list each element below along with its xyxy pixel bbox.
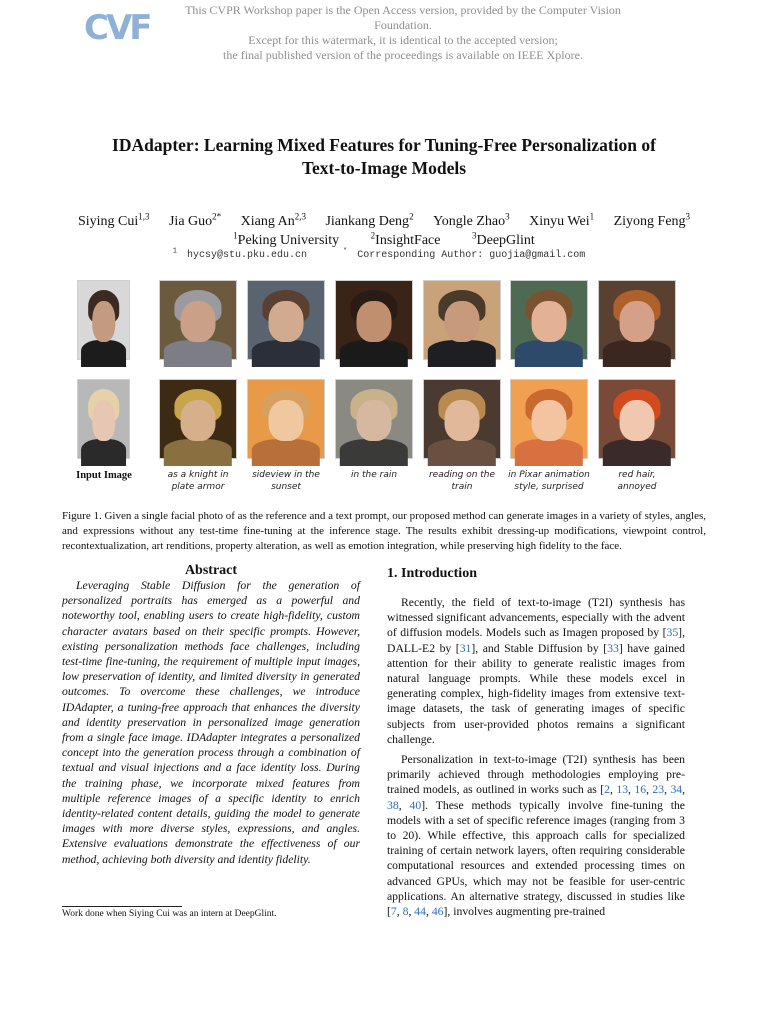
generated-image bbox=[159, 280, 237, 360]
citation-link[interactable]: 34 bbox=[670, 783, 683, 797]
author: Xiang An$^{2,3}$ bbox=[240, 211, 306, 229]
prompt-caption-line: sunset bbox=[271, 481, 301, 492]
generated-image bbox=[159, 379, 237, 459]
prompt-caption-line: annoyed bbox=[617, 481, 657, 492]
author: Yongle Zhao$^3$ bbox=[433, 211, 510, 229]
prompt-caption-line: style, surprised bbox=[514, 481, 584, 492]
prompt-caption bbox=[240, 470, 332, 493]
generated-image bbox=[335, 280, 413, 360]
paper-title bbox=[60, 134, 708, 180]
footnote: Work done when Siying Cui was an intern at DeepGlint. bbox=[62, 909, 277, 919]
watermark-line: the final published version of the proceedings is available on IEEE Xplore. bbox=[223, 48, 583, 62]
generated-image bbox=[598, 379, 676, 459]
generated-image bbox=[510, 280, 588, 360]
author: Jiankang Deng$^2$ bbox=[325, 211, 414, 229]
watermark bbox=[160, 3, 646, 63]
citation-link[interactable]: 23 bbox=[652, 783, 665, 797]
watermark-line: Except for this watermark, it is identical to the accepted version; bbox=[248, 33, 558, 47]
prompt-caption-line: red hair, bbox=[618, 470, 656, 480]
generated-image bbox=[423, 280, 501, 360]
citation-link[interactable]: 44 bbox=[414, 905, 426, 919]
citation-link[interactable]: 38 bbox=[387, 798, 399, 812]
generated-image bbox=[510, 379, 588, 459]
citation-link[interactable]: 13 bbox=[616, 783, 629, 797]
affiliation: $^3$DeepGlint bbox=[472, 230, 535, 248]
footnote-rule bbox=[62, 906, 182, 907]
intro-paragraph: Recently, the field of text-to-image (T2I) synthesis has witnessed significant advancements, especially with the advent of diffusion models. Models such as Imagen proposed by [35], DALL-E2 by [31], and Stable Diffusion by [33] have gained attention for their ability to generate realistic images from natural language prompts. While these models excel in generating complex, high-fidelity images from extensive text-image datasets, the task of generating images of specific subjects from user-provided photos remains a significant challenge. bbox=[387, 596, 685, 746]
prompt-caption bbox=[416, 470, 508, 493]
email-line bbox=[30, 248, 738, 261]
title-line: Text-to-Image Models bbox=[301, 158, 467, 178]
abstract-heading: Abstract bbox=[184, 563, 238, 578]
generated-image bbox=[247, 379, 325, 459]
prompt-caption-line: train bbox=[451, 481, 473, 492]
input-face-image bbox=[77, 280, 130, 360]
svg-text:CVF: CVF bbox=[84, 8, 150, 48]
section-heading: 1. Introduction bbox=[387, 566, 477, 581]
prompt-caption-line: plate armor bbox=[171, 481, 225, 492]
citation-link[interactable]: 40 bbox=[409, 798, 422, 812]
title-line: IDAdapter: Learning Mixed Features for Tuning-Free Personalization of bbox=[112, 135, 656, 155]
author: Ziyong Feng$^3$ bbox=[613, 211, 691, 229]
prompt-caption-line: in the rain bbox=[350, 470, 398, 480]
prompt-caption bbox=[328, 470, 420, 482]
citation-link[interactable]: 2 bbox=[604, 783, 610, 797]
affiliation-list bbox=[30, 226, 738, 250]
abstract-text: Leveraging Stable Diffusion for the generation of personalized portraits has emerged as a powerful and noteworthy tool, enabling users to create high-fidelity, custom character avatars based on their specific prompts. However, existing personalization methods face challenges, including test-time fine-tuning, the requirement of multiple input images, low preservation of identity, and limited diversity in generated outcomes. To overcome these challenges, we introduce IDAdapter, a tuning-free approach that enhances the diversity and identity preservation in personalized image generation from a single face image. IDAdapter integrates a personalized concept into the generation process through a combination of textual and visual injections and a face identity loss. During the training phase, we incorporate mixed features from multiple reference images of a specific identity to enrich identity-related content details, guiding the model to generate images with more diverse styles, expressions, and angles. Extensive evaluations demonstrate the effectiveness of our method, achieving both diversity and identity fidelity. bbox=[62, 579, 360, 866]
affiliation: $^2$InsightFace bbox=[370, 230, 441, 248]
citation-link[interactable]: 33 bbox=[607, 641, 619, 655]
prompt-caption-line: reading on the bbox=[428, 470, 496, 480]
citation-link[interactable]: 46 bbox=[431, 905, 444, 919]
citation-link[interactable]: 7 bbox=[390, 905, 397, 919]
generated-image bbox=[423, 379, 501, 459]
email[interactable]: * Corresponding Author: guojia@gmail.com bbox=[343, 248, 586, 262]
author: Xinyu Wei$^1$ bbox=[529, 211, 595, 229]
email[interactable]: $^1$ hycsy@stu.pku.edu.cn bbox=[172, 248, 307, 262]
prompt-caption bbox=[152, 470, 244, 493]
generated-image bbox=[247, 280, 325, 360]
citation-link[interactable]: 35 bbox=[666, 626, 679, 640]
prompt-caption-line: as a knight in bbox=[167, 470, 229, 480]
generated-image bbox=[335, 379, 413, 459]
prompt-caption bbox=[591, 470, 683, 493]
prompt-caption-line: sideview in the bbox=[252, 470, 320, 480]
generated-image bbox=[598, 280, 676, 360]
input-image-label: Input Image bbox=[76, 470, 132, 481]
watermark-line: This CVPR Workshop paper is the Open Access version, provided by the Computer Vision Foundation. bbox=[185, 3, 621, 32]
prompt-caption bbox=[503, 470, 595, 493]
prompt-caption-line: in Pixar animation bbox=[508, 470, 590, 480]
figure-caption: Figure 1. Given a single facial photo of as the reference and a text prompt, our proposed method can generate images in a variety of styles, angles, and expressions without any test-time fine-tuning at the inference stage. The results exhibit dressing-up modifications, viewpoint control, recontextualization, art renditions, property alteration, as well as emotion integration, while preserving high fidelity to the face. bbox=[62, 510, 706, 553]
author: Siying Cui$^{1,3}$ bbox=[77, 211, 150, 229]
citation-link[interactable]: 8 bbox=[402, 905, 409, 919]
author: Jia Guo$^{2*}$ bbox=[168, 211, 222, 229]
cvf-logo-icon bbox=[84, 6, 150, 48]
intro-paragraph: Personalization in text-to-image (T2I) synthesis has been primarily achieved through methodologies employing pre-trained models, as outlined in works such as [2, 13, 16, 23, 34, 38, 40]. These methods typically involve fine-tuning the models with a set of specific reference images (ranging from 3 to 20). While effective, this approach calls for specialized training of certain network layers, often requiring considerable computational resources and extended processing times on advanced GPUs, which may not be feasible for user-centric applications. An alternative strategy, discussed in studies like [7, 8, 44, 46], involves augmenting pre-trained bbox=[387, 753, 686, 919]
citation-link[interactable]: 31 bbox=[459, 641, 472, 655]
citation-link[interactable]: 16 bbox=[634, 783, 647, 797]
input-face-image bbox=[77, 379, 130, 459]
affiliation: $^1$Peking University bbox=[233, 230, 340, 248]
